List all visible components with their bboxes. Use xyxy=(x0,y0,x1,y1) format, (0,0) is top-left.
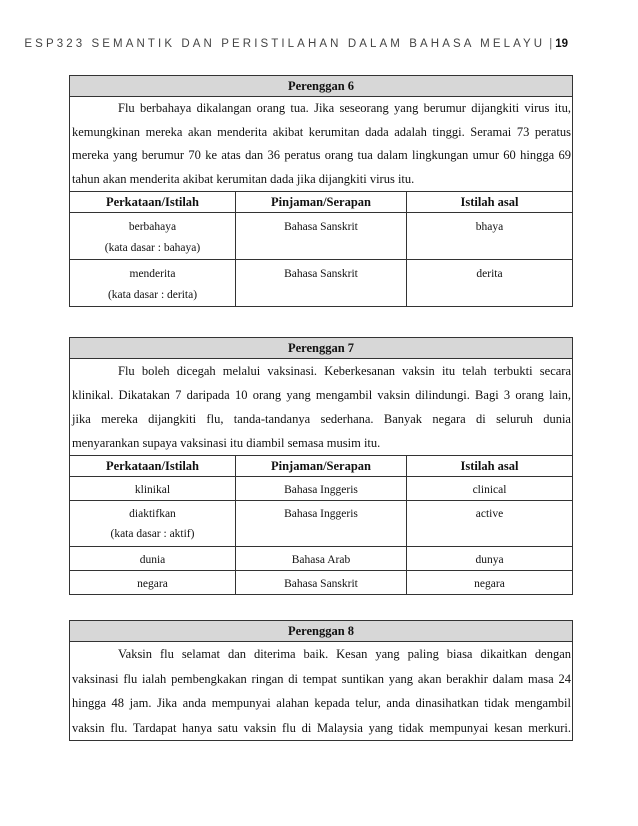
word: berbahaya xyxy=(128,221,177,233)
paragraph-text xyxy=(70,359,573,456)
paragraph-6-table xyxy=(69,75,573,307)
paragraph-text xyxy=(70,97,573,192)
header-separator: | xyxy=(549,38,553,50)
paragraph-line: tahun akan menderita akibat kerumitan dada jika dijangkiti virus itu. xyxy=(72,171,415,186)
paragraph-line: jika mereka dijangkiti flu, tanda-tandanya sederhana. Banyak negara di seluruh dunia xyxy=(72,412,571,426)
origin-cell: active xyxy=(407,501,573,547)
table-row xyxy=(70,213,573,260)
paragraph-line: vaksin flu. Tardapat hanya satu vaksin flu di Malaysia yang tidak mempunyai kesan merkuri. xyxy=(72,720,571,735)
root-word: (kata dasar : bahaya) xyxy=(104,242,201,254)
paragraph-line: mereka yang berumur 70 ke atas dan 36 peratus orang tua dalam lingkungan umur 60 hingga 69 xyxy=(72,148,571,162)
column-header-borrowing: Pinjaman/Serapan xyxy=(235,192,406,213)
root-word: (kata dasar : derita) xyxy=(107,289,198,301)
paragraph-heading: Perenggan 8 xyxy=(70,621,573,642)
origin-cell: dunya xyxy=(407,547,573,571)
root-word: (kata dasar : aktif) xyxy=(110,528,195,540)
page-header xyxy=(0,38,568,50)
borrowing-cell: Bahasa Inggeris xyxy=(235,501,406,547)
table-row xyxy=(70,571,573,595)
paragraph-heading: Perenggan 7 xyxy=(70,338,573,359)
table-row xyxy=(70,501,573,547)
word-cell: dunia xyxy=(70,547,236,571)
borrowing-cell: Bahasa Arab xyxy=(235,547,406,571)
paragraph-line: klinikal. Dikatakan 7 daripada 10 orang yang mengambil vaksin dilindungi. Bagi 3 orang lain, xyxy=(72,388,571,402)
paragraph-heading: Perenggan 6 xyxy=(70,76,573,97)
origin-cell: derita xyxy=(407,260,573,307)
table-row xyxy=(70,477,573,501)
paragraph-line: Flu boleh dicegah melalui vaksinasi. Keberkesanan vaksin itu telah terbukti secara xyxy=(118,364,571,378)
word-cell xyxy=(70,260,236,307)
borrowing-cell: Bahasa Sanskrit xyxy=(235,571,406,595)
paragraph-line: vaksinasi flu ialah pembengkakan ringan di tempat suntikan yang akan berakhir dalam masa 24 xyxy=(72,671,571,686)
word-cell xyxy=(70,501,236,547)
document-title: ESP323 SEMANTIK DAN PERISTILAHAN DALAM BAHASA MELAYU xyxy=(24,38,546,50)
paragraph-7-table xyxy=(69,337,573,595)
word-cell xyxy=(70,213,236,260)
word: menderita xyxy=(129,268,176,280)
table-row xyxy=(70,260,573,307)
column-header-borrowing: Pinjaman/Serapan xyxy=(235,456,406,477)
column-header-word: Perkataan/Istilah xyxy=(70,192,236,213)
word-cell: negara xyxy=(70,571,236,595)
paragraph-8-table xyxy=(69,620,573,741)
origin-cell: negara xyxy=(407,571,573,595)
borrowing-cell: Bahasa Sanskrit xyxy=(235,260,406,307)
origin-cell: clinical xyxy=(407,477,573,501)
word: diaktifkan xyxy=(129,508,176,520)
paragraph-line: Flu berbahaya dikalangan orang tua. Jika seseorang yang berumur dijangkiti virus itu, xyxy=(118,101,571,115)
paragraph-line: Vaksin flu selamat dan diterima baik. Kesan yang paling biasa dikaitkan dengan xyxy=(118,647,571,661)
column-header-origin: Istilah asal xyxy=(407,456,573,477)
paragraph-line: hingga 48 jam. Jika anda mempunyai alahan kepada telur, anda dinasihatkan tidak mengambil xyxy=(72,696,571,710)
word-cell: klinikal xyxy=(70,477,236,501)
page-number: 19 xyxy=(555,38,568,50)
column-header-origin: Istilah asal xyxy=(407,192,573,213)
borrowing-cell: Bahasa Sanskrit xyxy=(235,213,406,260)
paragraph-text xyxy=(70,642,573,741)
origin-cell: bhaya xyxy=(407,213,573,260)
column-header-word: Perkataan/Istilah xyxy=(70,456,236,477)
table-row xyxy=(70,547,573,571)
paragraph-line: kemungkinan mereka akan menderita akibat kerumitan dada adalah tinggi. Seramai 73 peratus xyxy=(72,124,571,139)
paragraph-line: menyarankan supaya vaksinasi itu diambil semasa musim itu. xyxy=(72,436,381,450)
borrowing-cell: Bahasa Inggeris xyxy=(235,477,406,501)
